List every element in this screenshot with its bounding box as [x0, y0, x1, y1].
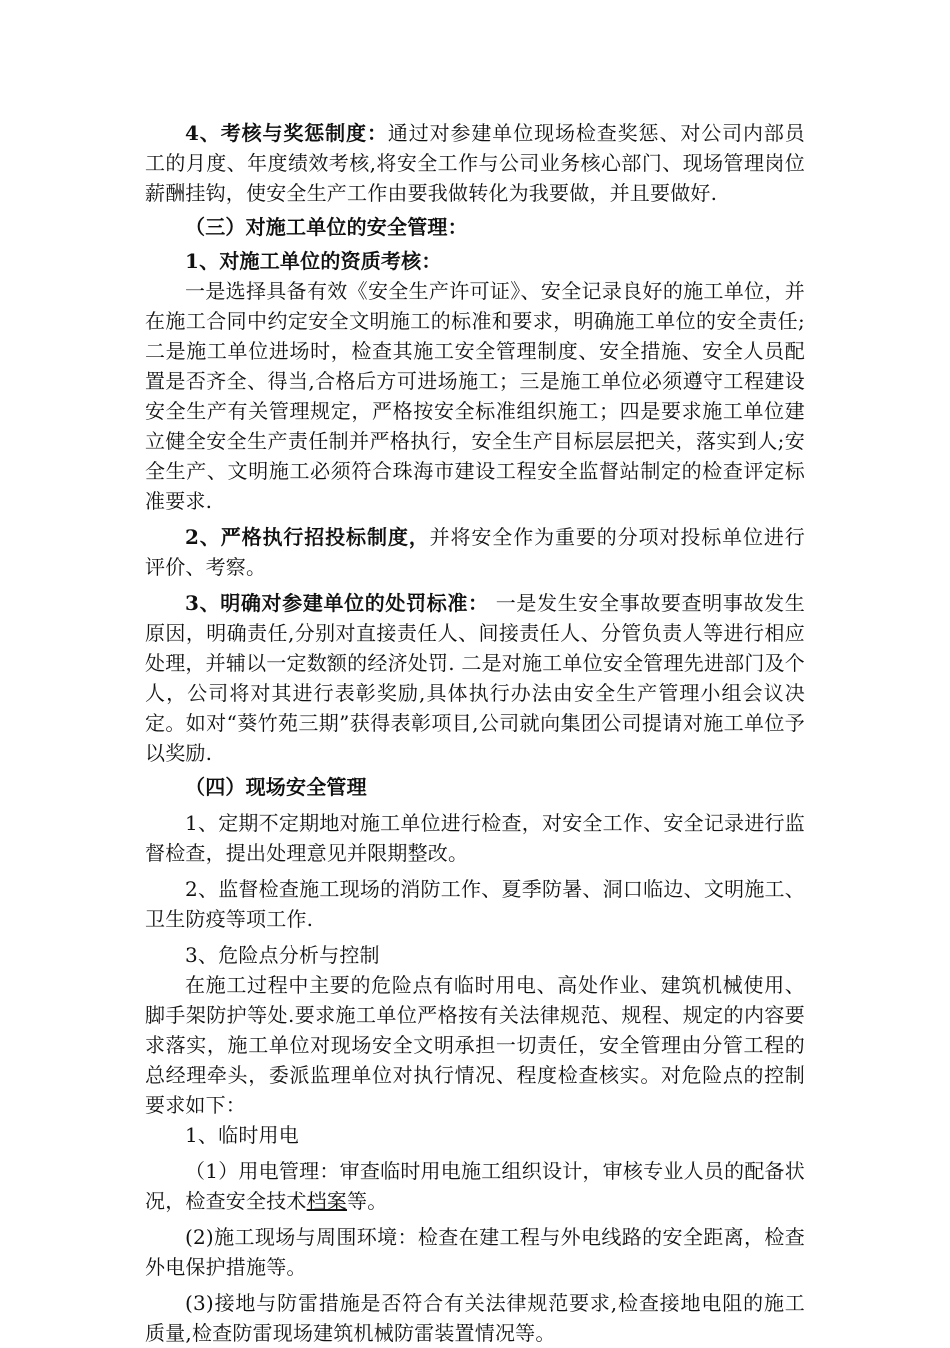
- paragraph-inspection: 1、定期不定期地对施工单位进行检查，对安全工作、安全记录进行监督检查，提出处理意见并限期整改。: [145, 811, 805, 865]
- heading-penalty: 3、明确对参建单位的处罚标准：: [185, 591, 489, 615]
- paragraph-assessment: [145, 118, 805, 208]
- paragraph-environment: (2)施工现场与周围环境：检查在建工程与外电线路的安全距离，检查外电保护措施等。: [145, 1225, 805, 1279]
- heading-assessment: 4、考核与奖惩制度：: [185, 121, 388, 145]
- text-archive: 档案: [306, 1189, 348, 1213]
- paragraph-grounding: (3)接地与防雷措施是否符合有关法律规范要求,检查接地电阻的施工质量,检查防雷现场建筑机械防雷装置情况等。: [145, 1291, 805, 1345]
- text-power-management-a: （1）用电管理：审查临时用电施工组织设计，审核专业人员的配备状况，检查安全技术: [145, 1159, 805, 1213]
- paragraph-risk: 在施工过程中主要的危险点有临时用电、高处作业、建筑机械使用、脚手架防护等处.要求施工单位严格按有关法律规范、规程、规定的内容要求落实，施工单位对现场安全文明承担一切责任，安全管理由分管工程的总经理牵头，委派监理单位对执行情况、程度检查核实。对危险点的控制要求如下：: [145, 973, 805, 1117]
- text-penalty: 一是发生安全事故要查明事故发生原因，明确责任,分别对直接责任人、间接责任人、分管负责人等进行相应处理，并辅以一定数额的经济处罚. 二是对施工单位安全管理先进部门及个人，公司将对其进行表彰奖励,具体执行办法由安全生产管理小组会议决定。如对“葵竹苑三期”获得表彰项目,公司就向集团公司提请对施工单位予以奖励.: [145, 591, 806, 765]
- text-assessment: 通过对参建单位现场检查奖惩、对公司内部员工的月度、年度绩效考核,将安全工作与公司业务核心部门、现场管理岗位薪酬挂钩，使安全生产工作由要我做转化为我要做，并且要做好.: [145, 121, 805, 205]
- text-power-management-b: 等。: [347, 1189, 388, 1213]
- paragraph-power-management: [145, 1156, 805, 1216]
- paragraph-bidding: [145, 522, 805, 582]
- section-heading-4: （四）现场安全管理: [185, 775, 367, 799]
- paragraph-penalty: [145, 588, 805, 768]
- paragraph-temp-power: 1、临时用电: [185, 1123, 299, 1147]
- heading-bidding: 2、严格执行招投标制度，: [185, 525, 430, 549]
- subheading-qualification: 1、对施工单位的资质考核：: [185, 249, 442, 273]
- text-bidding: 并将安全作为重要的分项对投标单位进行评价、考察。: [145, 525, 805, 579]
- paragraph-qualification: 一是选择具备有效《安全生产许可证》、安全记录良好的施工单位，并在施工合同中约定安全文明施工的标准和要求，明确施工单位的安全责任;二是施工单位进场时，检查其施工安全管理制度、安全措施、安全人员配置是否齐全、得当,合格后方可进场施工；三是施工单位必须遵守工程建设安全生产有关管理规定，严格按安全标准组织施工；四是要求施工单位建立健全安全生产责任制并严格执行，安全生产目标层层把关，落实到人;安全生产、文明施工必须符合珠海市建设工程安全监督站制定的检查评定标准要求.: [145, 279, 805, 513]
- paragraph-supervision: 2、监督检查施工现场的消防工作、夏季防暑、洞口临边、文明施工、卫生防疫等项工作.: [145, 877, 805, 931]
- paragraph-risk-title: 3、危险点分析与控制: [185, 943, 380, 967]
- section-heading-3: （三）对施工单位的安全管理：: [185, 215, 468, 239]
